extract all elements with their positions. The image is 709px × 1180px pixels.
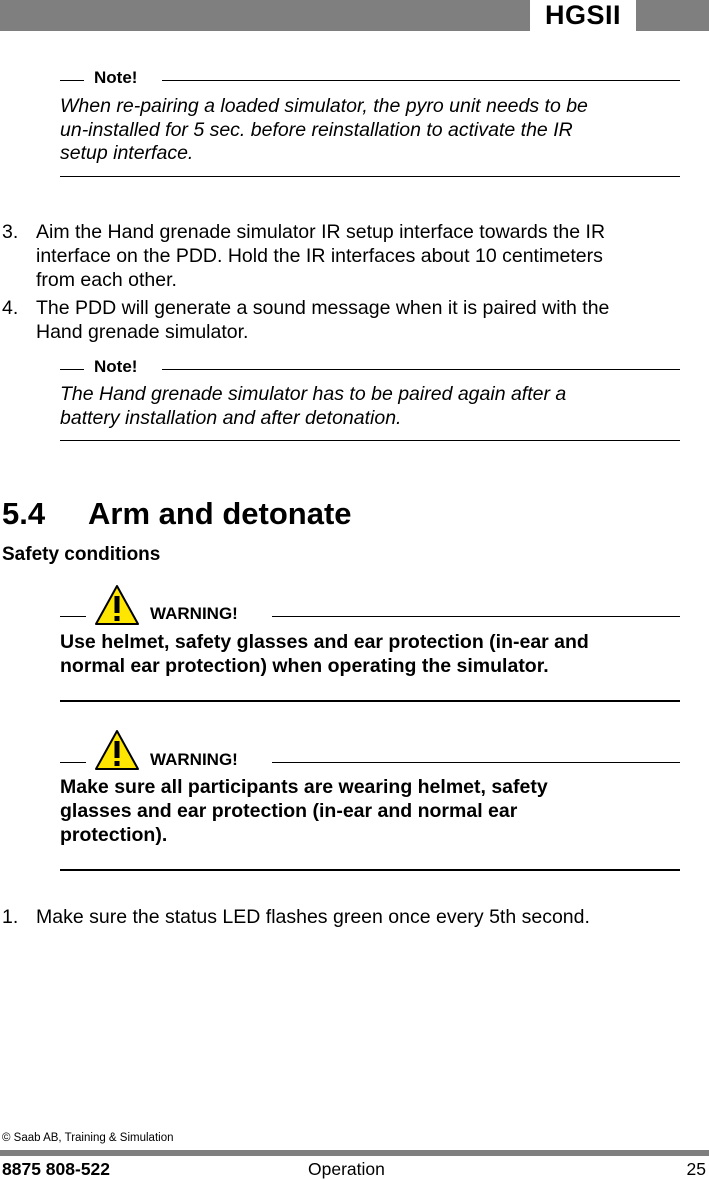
warning-rule-right [272, 616, 680, 617]
warning-line: Make sure all participants are wearing helmet, safety [60, 776, 548, 798]
note-line: When re-pairing a loaded simulator, the pyro unit needs to be [60, 95, 588, 117]
warning-heading: WARNING! [150, 750, 238, 769]
footer-bar [0, 1150, 709, 1156]
note-line: setup interface. [60, 142, 194, 164]
step-number: 1. [2, 906, 19, 928]
step-line: Aim the Hand grenade simulator IR setup interface towards the IR [36, 221, 606, 243]
subheading: Safety conditions [2, 544, 161, 565]
warning-text [60, 775, 700, 847]
step-line: The PDD will generate a sound message when it is paired with the [36, 297, 610, 319]
note-line: un-installed for 5 sec. before reinstallation to activate the IR [60, 118, 573, 141]
step-number: 4. [2, 297, 19, 319]
step-text [36, 905, 709, 929]
step-text [36, 296, 709, 344]
step-line: Make sure the status LED flashes green once every 5th second. [36, 906, 590, 928]
step-text [36, 220, 709, 292]
warning-text [60, 630, 700, 678]
note-text [60, 95, 690, 166]
step-line: interface on the PDD. Hold the IR interfaces about 10 centimeters [36, 245, 603, 267]
warning-rule-left [60, 616, 86, 617]
note-heading: Note! [94, 68, 138, 87]
note-line: The Hand grenade simulator has to be paired again after a [60, 383, 567, 405]
warning-rule-bottom [60, 869, 680, 871]
note-rule-bottom [60, 176, 680, 177]
page-number: 25 [686, 1159, 706, 1179]
warning-heading: WARNING! [150, 604, 238, 623]
warning-line: protection). [60, 824, 168, 846]
note-rule-bottom [60, 440, 680, 441]
step-number: 3. [2, 221, 19, 243]
warning-triangle-icon [94, 584, 140, 626]
copyright: © Saab AB, Training & Simulation [2, 1132, 174, 1144]
note-heading: Note! [94, 357, 138, 376]
note-line: battery installation and after detonation. [60, 406, 402, 429]
step-line: from each other. [36, 269, 177, 291]
warning-triangle-icon [94, 729, 140, 771]
note-text [60, 383, 690, 430]
warning-line: normal ear protection) when operating the simulator. [60, 655, 549, 677]
warning-line: glasses and ear protection (in-ear and normal ear [60, 800, 518, 822]
chapter-name: Operation [308, 1159, 385, 1179]
section-number: 5.4 [2, 496, 46, 531]
step-line: Hand grenade simulator. [36, 321, 249, 343]
note-rule-left [60, 80, 84, 81]
product-name: HGSII [530, 0, 636, 31]
warning-line: Use helmet, safety glasses and ear protection (in-ear and [60, 631, 589, 653]
doc-number: 8875 808-522 [2, 1159, 111, 1179]
warning-rule-left [60, 762, 86, 763]
warning-rule-bottom [60, 700, 680, 702]
note-rule-left [60, 369, 84, 370]
note-rule-right [162, 369, 680, 370]
section-title: Arm and detonate [88, 496, 352, 531]
warning-rule-right [272, 762, 680, 763]
note-rule-right [162, 80, 680, 81]
